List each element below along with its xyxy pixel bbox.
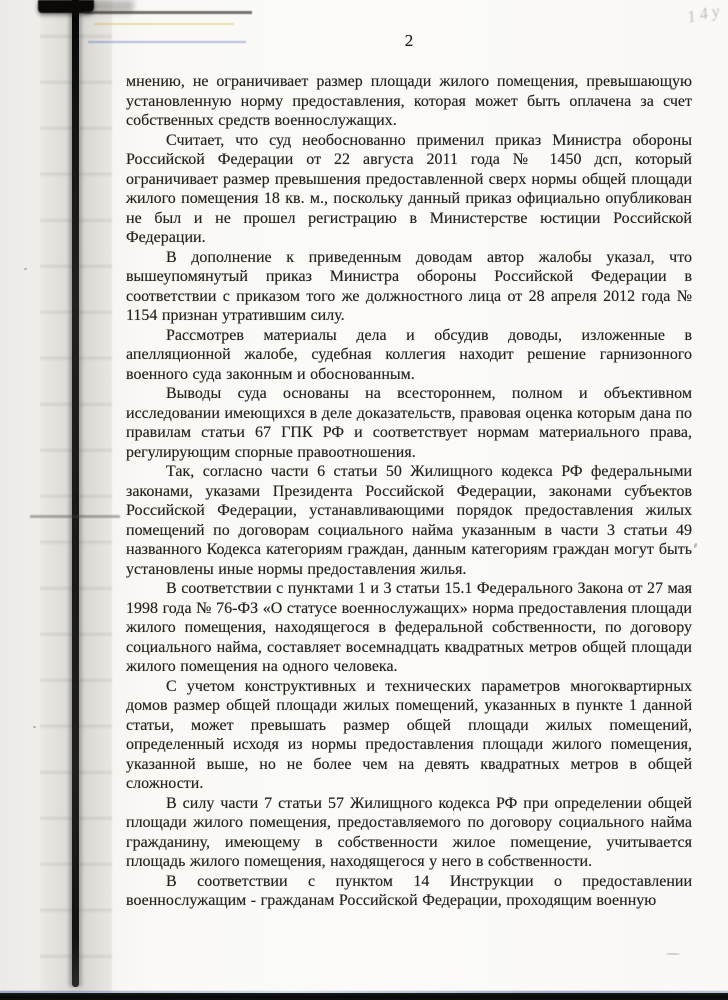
paragraph: В дополнение к приведенным доводам автор жалобы указал, что вышеупомянутый приказ Министра обороны Российской Федерации в соответствии с приказом того же должностного лица от 28 апреля 2012 года № 1154 признан утратившим силу. xyxy=(126,248,692,324)
paragraph-continuation: мнению, не ограничивает размер площади жилого помещения, превышающую установленную норму предоставления, которая может быть оплачена за счет собственных средств военнослужащих. xyxy=(126,73,692,129)
scan-speck xyxy=(33,726,36,728)
handwritten-page-mark: 14у xyxy=(685,0,726,27)
paragraph: Рассмотрев материалы дела и обсудив доводы, изложенные в апелляционной жалобе, судебная коллегия находит решение гарнизонного военного суда законным и обоснованным. xyxy=(126,326,692,383)
scan-streak-yellow xyxy=(94,23,234,25)
paragraph: В силу части 7 статьи 57 Жилищного кодекса РФ при определении общей площади жилого помещения, предоставляемого по договору социального найма гражданину, имеющему в собственности жилое помещение, учитывается площадь жилого помещения, находящегося у него в собственности. xyxy=(126,794,692,870)
paragraph: Так, согласно части 6 статьи 50 Жилищного кодекса РФ федеральными законами, указами Президента Российской Федерации, законами субъектов Российской Федерации, устанавливающими порядок предоставления жилых помещений по договорам социального найма указанным в части 3 статьи 49 названного Кодекса категориям граждан, данным категориям граждан могут быть установлены иные нормы предоставления жилья. xyxy=(126,463,692,578)
scan-speck xyxy=(693,543,698,549)
paragraph: В соответствии с пунктом 14 Инструкции о предоставлении военнослужащим - гражданам Российской Федерации, проходящим военную xyxy=(126,872,692,909)
scan-speck xyxy=(24,268,27,270)
paragraph: С учетом конструктивных и технических параметров многоквартирных домов размер общей площади жилых помещений, указанных в пункте 1 данной статьи, может превышать размер общей площади жилых помещений, определенный исходя из нормы предоставления площади жилого помещения, указанной выше, но не более чем на девять квадратных метров в общей сложности. xyxy=(126,677,692,792)
scan-streak-dark xyxy=(84,11,252,14)
paragraph: Считает, что суд необоснованно применил приказ Министра обороны Российской Федерации от 22 августа 2011 года № 1450 дсп, который ограничивает размер превышения предоставленной сверх нормы общей площади жилого помещения 18 кв. м., поскольку данный приказ официально опубликован не был и не прошел регистрацию в Министерстве юстиции Российской Федерации. xyxy=(126,131,692,246)
paragraph: Выводы суда основаны на всестороннем, полном и объективном исследовании имеющихся в деле доказательств, правовая оценка которым дана по правилам статьи 67 ГПК РФ и соответствует нормам материального права, регулирующим спорные правоотношения. xyxy=(126,385,692,461)
scan-streak-mid xyxy=(30,515,120,518)
document-text-block xyxy=(126,31,692,911)
scan-speck xyxy=(666,953,680,955)
paragraph: В соответствии с пунктами 1 и 3 статьи 15.1 Федерального Закона от 27 мая 1998 года № 76-ФЗ «О статусе военнослужащих» норма предоставления площади жилого помещения, находящегося в федеральной собственности, по договору социального найма, составляет восемнадцать квадратных метров общей площади жилого помещения на одного человека. xyxy=(126,580,692,675)
scan-bottom-edge-band xyxy=(0,993,728,1000)
scan-left-edge-line xyxy=(72,0,79,987)
page-number: 2 xyxy=(404,31,414,50)
